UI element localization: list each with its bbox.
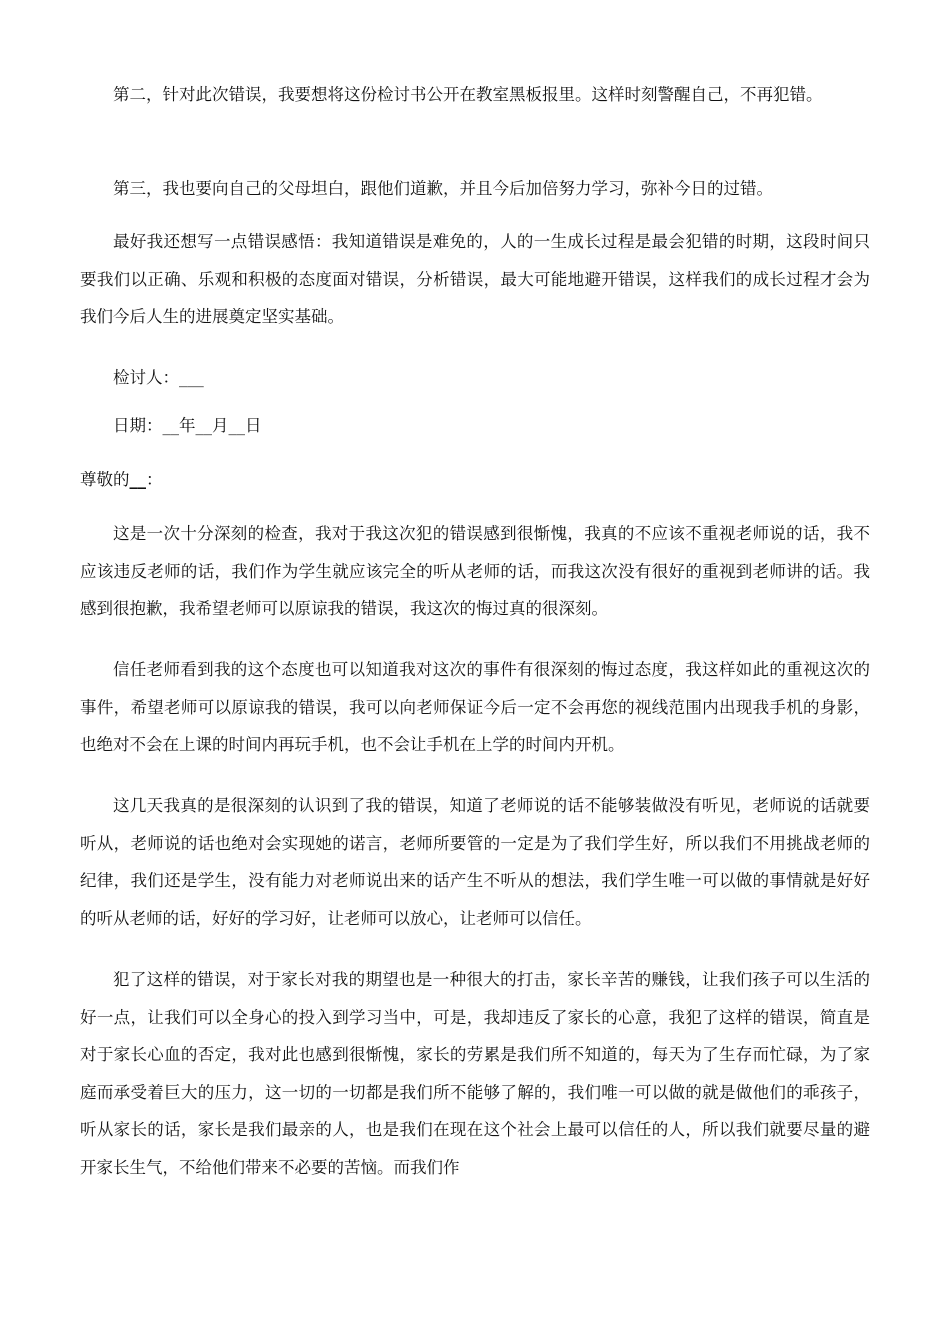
salutation <box>80 461 870 499</box>
body-paragraph-3: 这几天我真的是很深刻的认识到了我的错误，知道了老师说的话不能够装做没有听见，老师说的话就要听从，老师说的话也绝对会实现她的诺言，老师所要管的一定是为了我们学生好，所以我们不用挑战老师的纪律，我们还是学生，没有能力对老师说出来的话产生不听从的想法，我们学生唯一可以做的事情就是好好的听从老师的话，好好的学习好，让老师可以放心，让老师可以信任。 <box>80 796 870 928</box>
body-paragraph-2: 信任老师看到我的这个态度也可以知道我对这次的事件有很深刻的悔过态度，我这样如此的重视这次的事件，希望老师可以原谅我的错误，我可以向老师保证今后一定不会再您的视线范围内出现我手机的身影，也绝对不会在上课的时间内再玩手机，也不会让手机在上学的时间内开机。 <box>80 660 870 754</box>
paragraph-second-point: 第二，针对此次错误，我要想将这份检讨书公开在教室黑板报里。这样时刻警醒自己，不再犯错。 <box>113 85 823 104</box>
signature-line: 检讨人：___ <box>113 368 204 387</box>
date-line: 日期：__年__月__日 <box>113 416 262 435</box>
paragraph-third-point: 第三，我也要向自己的父母坦白，跟他们道歉，并且今后加倍努力学习，弥补今日的过错。 <box>113 179 773 198</box>
body-paragraph-4: 犯了这样的错误，对于家长对我的期望也是一种很大的打击，家长辛苦的赚钱，让我们孩子可以生活的好一点，让我们可以全身心的投入到学习当中，可是，我却违反了家长的心意，我犯了这样的错误，简直是对于家长心血的否定，我对此也感到很惭愧，家长的劳累是我们所不知道的，每天为了生存而忙碌，为了家庭而承受着巨大的压力，这一切的一切都是我们所不能够了解的，我们唯一可以做的就是做他们的乖孩子，听从家长的话，家长是我们最亲的人，也是我们在现在这个社会上最可以信任的人，所以我们就要尽量的避开家长生气，不给他们带来不必要的苦恼。而我们作 <box>80 970 870 1177</box>
salutation-prefix: 尊敬的 <box>80 470 130 489</box>
salutation-suffix: ： <box>146 470 163 489</box>
body-paragraph-1: 这是一次十分深刻的检查，我对于我这次犯的错误感到很惭愧，我真的不应该不重视老师说的话，我不应该违反老师的话，我们作为学生就应该完全的听从老师的话，而我这次没有很好的重视到老师讲的话。我感到很抱歉，我希望老师可以原谅我的错误，我这次的悔过真的很深刻。 <box>80 524 870 618</box>
paragraph-reflection: 最好我还想写一点错误感悟：我知道错误是难免的，人的一生成长过程是最会犯错的时期，这段时间只要我们以正确、乐观和积极的态度面对错误，分析错误，最大可能地避开错误，这样我们的成长过程才会为我们今后人生的进展奠定坚实基础。 <box>80 232 870 326</box>
salutation-blank: __ <box>129 470 146 489</box>
